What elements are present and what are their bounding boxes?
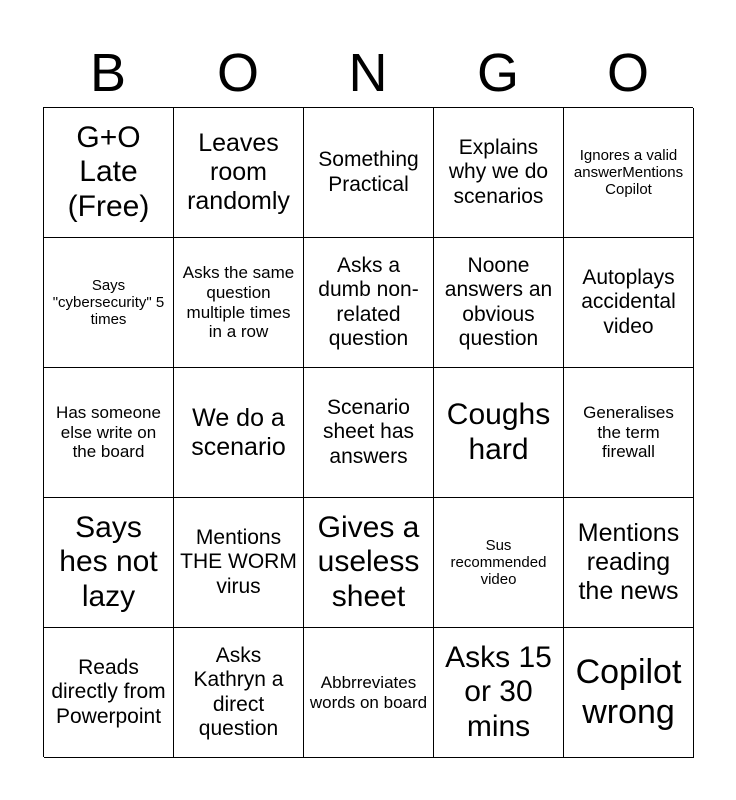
cell-text: Says "cybersecurity" 5 times: [52, 276, 165, 329]
cell-text: Scenario sheet has answers: [322, 396, 415, 468]
bingo-cell[interactable]: [434, 498, 564, 628]
bingo-cell[interactable]: [44, 368, 174, 498]
cell-text: Abbrreviates words on board: [309, 672, 428, 712]
bingo-cell[interactable]: [564, 238, 694, 368]
cell-text: Ignores a valid answerMentions Copilot: [573, 146, 684, 199]
cell-text: Mentions reading the news: [577, 519, 680, 605]
cell-text: Copilot wrong: [575, 653, 682, 731]
bingo-cell[interactable]: [304, 368, 434, 498]
bingo-cell[interactable]: [564, 498, 694, 628]
bingo-cell[interactable]: [174, 108, 304, 238]
cell-text: Asks 15 or 30 mins: [445, 640, 552, 743]
cell-text: Gives a useless sheet: [317, 510, 420, 613]
cell-text: G+O Late (Free): [67, 120, 150, 223]
cell-text: We do a scenario: [191, 403, 286, 461]
bingo-cell[interactable]: [304, 628, 434, 758]
header-letter-b: B: [89, 43, 127, 103]
bingo-cell[interactable]: [44, 628, 174, 758]
bingo-cell[interactable]: [44, 498, 174, 628]
cell-text: Leaves room randomly: [187, 129, 290, 215]
header-letter-o1: O: [216, 43, 259, 103]
header-letter-o2: O: [606, 43, 649, 103]
bingo-cell[interactable]: [564, 628, 694, 758]
cell-text: Sus recommended video: [450, 536, 547, 589]
header-letter-g: G: [476, 43, 519, 103]
bingo-cell[interactable]: [434, 108, 564, 238]
cell-text: Asks a dumb non-related question: [318, 254, 419, 350]
bingo-cell[interactable]: [434, 368, 564, 498]
bingo-cell[interactable]: [174, 498, 304, 628]
cell-text: Asks Kathryn a direct question: [193, 644, 284, 740]
bingo-cell[interactable]: [304, 498, 434, 628]
header-letter-n: N: [348, 43, 388, 103]
bingo-cell[interactable]: [434, 628, 564, 758]
bingo-cell[interactable]: [304, 108, 434, 238]
cell-text: Asks the same question multiple times in a row: [182, 263, 295, 342]
bingo-cell[interactable]: [304, 238, 434, 368]
bingo-cell[interactable]: [174, 628, 304, 758]
bingo-cell[interactable]: [434, 238, 564, 368]
cell-text: Mentions THE WORM virus: [180, 526, 297, 598]
cell-text: Reads directly from Powerpoint: [51, 656, 166, 728]
bingo-cell[interactable]: [564, 108, 694, 238]
bingo-cell[interactable]: [174, 368, 304, 498]
cell-text: Something Practical: [318, 148, 419, 196]
cell-text: Coughs hard: [446, 398, 551, 466]
bingo-cell[interactable]: [44, 108, 174, 238]
cell-text: Generalises the term firewall: [583, 403, 674, 462]
bingo-cell[interactable]: [174, 238, 304, 368]
cell-text: Explains why we do scenarios: [448, 136, 549, 208]
bingo-header: [43, 40, 693, 106]
bingo-cell[interactable]: [44, 238, 174, 368]
cell-text: Has someone else write on the board: [56, 403, 161, 462]
bingo-board: [43, 107, 693, 757]
cell-text: Autoplays accidental video: [581, 266, 676, 338]
cell-text: Says hes not lazy: [59, 510, 158, 613]
bingo-cell[interactable]: [564, 368, 694, 498]
cell-text: Noone answers an obvious question: [444, 254, 553, 350]
